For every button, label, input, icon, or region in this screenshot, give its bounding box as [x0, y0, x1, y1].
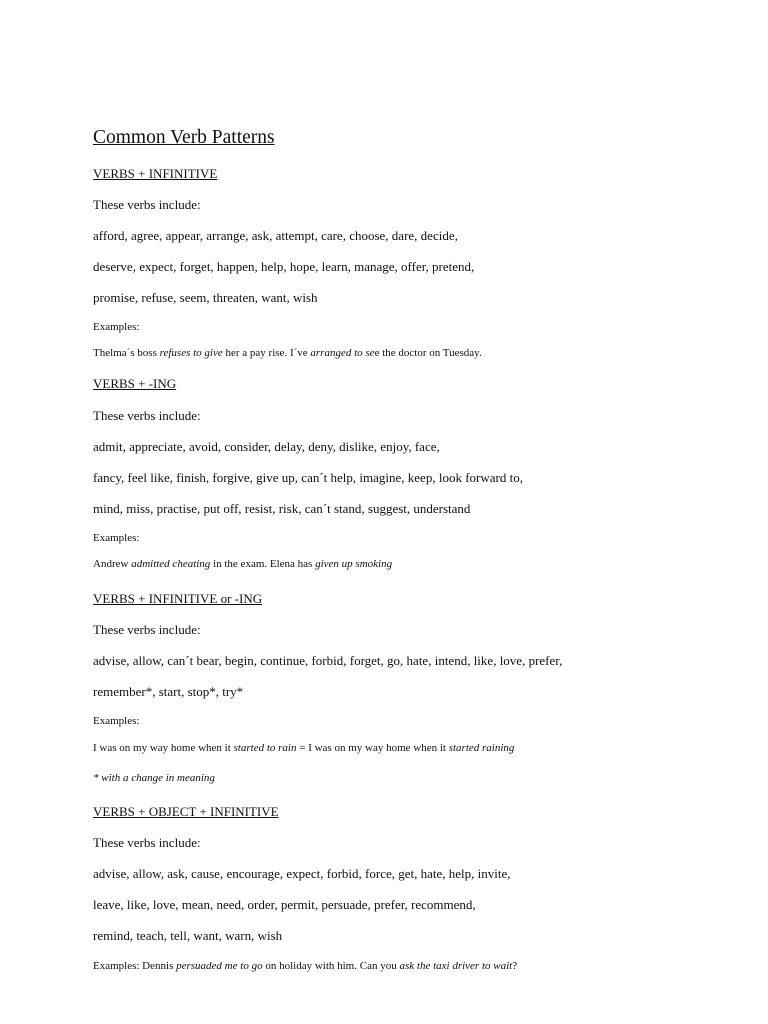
example-text: Andrew: [93, 558, 132, 570]
example-verb-pattern: ask the taxi driver to wait: [399, 960, 513, 972]
example-verb-pattern: started to rain: [233, 742, 297, 754]
example-text: her a pay rise. I´ve: [222, 347, 311, 359]
verb-list-line: remember*, start, stop*, try*: [93, 684, 244, 699]
example-text: ?: [512, 960, 518, 972]
examples-label: Examples:: [93, 715, 140, 727]
example-verb-pattern: started raining: [448, 742, 515, 754]
example-text: I was on my way home when it: [93, 742, 234, 754]
example-verb-pattern: refuses to give: [159, 347, 223, 359]
verb-list-line: remind, teach, tell, want, warn, wish: [93, 928, 283, 943]
example-sentence: [93, 347, 482, 359]
section-heading: VERBS + OBJECT + INFINITIVE: [93, 804, 279, 819]
meaning-change-note: * with a change in meaning: [93, 772, 215, 784]
example-verb-pattern: persuaded me to go: [176, 960, 263, 972]
verb-list-line: advise, allow, can´t bear, begin, continue, forbid, forget, go, hate, intend, like, love, prefer,: [93, 653, 563, 668]
section-intro: These verbs include:: [93, 835, 201, 850]
example-sentence: [93, 742, 514, 754]
verb-list-line: leave, like, love, mean, need, order, permit, persuade, prefer, recommend,: [93, 897, 476, 912]
verb-list-line: afford, agree, appear, arrange, ask, attempt, care, choose, dare, decide,: [93, 228, 458, 243]
verb-list-line: mind, miss, practise, put off, resist, risk, can´t stand, suggest, understand: [93, 501, 471, 516]
section-intro: These verbs include:: [93, 408, 201, 423]
example-text: Thelma´s boss: [93, 347, 160, 359]
example-verb-pattern: arranged to se: [310, 347, 375, 359]
examples-label: Examples:: [93, 321, 140, 333]
example-text: Examples: Dennis: [93, 960, 177, 972]
verb-list-line: advise, allow, ask, cause, encourage, expect, forbid, force, get, hate, help, invite,: [93, 866, 511, 881]
example-text: on holiday with him. Can you: [262, 960, 400, 972]
examples-label: Examples:: [93, 532, 140, 544]
example-verb-pattern: given up smoking: [315, 558, 393, 570]
section-heading: VERBS + INFINITIVE or -ING: [93, 591, 263, 606]
example-text: e the doctor on Tuesday.: [374, 347, 482, 359]
example-sentence: [93, 960, 517, 972]
section-heading: VERBS + -ING: [93, 376, 177, 391]
verb-list-line: promise, refuse, seem, threaten, want, wish: [93, 290, 318, 305]
example-text: = I was on my way home when it: [296, 742, 449, 754]
example-sentence: [93, 558, 392, 570]
verb-list-line: fancy, feel like, finish, forgive, give up, can´t help, imagine, keep, look forward to,: [93, 470, 523, 485]
verb-list-line: deserve, expect, forget, happen, help, hope, learn, manage, offer, pretend,: [93, 259, 475, 274]
verb-list-line: admit, appreciate, avoid, consider, delay, deny, dislike, enjoy, face,: [93, 439, 440, 454]
document-title: Common Verb Patterns: [93, 127, 275, 148]
section-intro: These verbs include:: [93, 622, 201, 637]
section-intro: These verbs include:: [93, 197, 201, 212]
example-text: in the exam. Elena has: [210, 558, 316, 570]
section-heading: VERBS + INFINITIVE: [93, 166, 218, 181]
example-verb-pattern: admitted cheating: [131, 558, 211, 570]
